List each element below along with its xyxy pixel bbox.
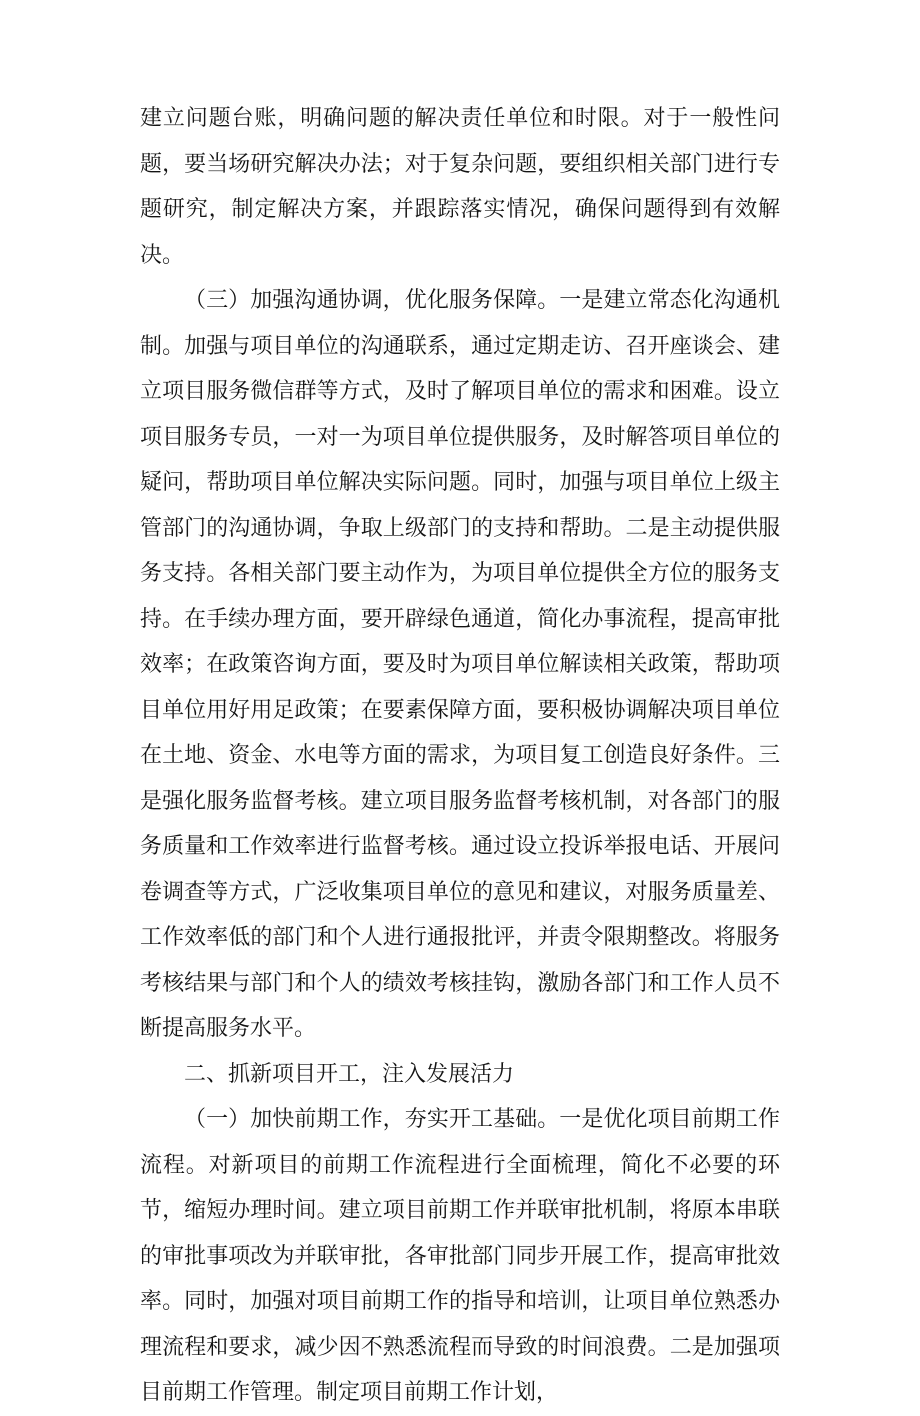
- body-paragraph-continuation: 建立问题台账，明确问题的解决责任单位和时限。对于一般性问题，要当场研究解决办法；对于复杂问题，要组织相关部门进行专题研究，制定解决方案，并跟踪落实情况，确保问题得到有效解决。: [140, 106, 780, 268]
- section-heading-new-projects: 二、抓新项目开工，注入发展活力: [184, 1061, 515, 1087]
- document-body: [140, 96, 780, 1416]
- body-paragraph-communication: （三）加强沟通协调，优化服务保障。一是建立常态化沟通机制。加强与项目单位的沟通联系，通过定期走访、召开座谈会、建立项目服务微信群等方式，及时了解项目单位的需求和困难。设立项目服务专员，一对一为项目单位提供服务，及时解答项目单位的疑问，帮助项目单位解决实际问题。同时，加强与项目单位上级主管部门的沟通协调，争取上级部门的支持和帮助。二是主动提供服务支持。各相关部门要主动作为，为项目单位提供全方位的服务支持。在手续办理方面，要开辟绿色通道，简化办事流程，提高审批效率；在政策咨询方面，要及时为项目单位解读相关政策，帮助项目单位用好用足政策；在要素保障方面，要积极协调解决项目单位在土地、资金、水电等方面的需求，为项目复工创造良好条件。三是强化服务监督考核。建立项目服务监督考核机制，对各部门的服务质量和工作效率进行监督考核。通过设立投诉举报电话、开展问卷调查等方式，广泛收集项目单位的意见和建议，对服务质量差、工作效率低的部门和个人进行通报批评，并责令限期整改。将服务考核结果与部门和个人的绩效考核挂钩，激励各部门和工作人员不断提高服务水平。: [140, 288, 780, 1041]
- body-paragraph-preliminary-work: （一）加快前期工作，夯实开工基础。一是优化项目前期工作流程。对新项目的前期工作流程进行全面梳理，简化不必要的环节，缩短办理时间。建立项目前期工作并联审批机制，将原本串联的审批事项改为并联审批，各审批部门同步开展工作，提高审批效率。同时，加强对项目前期工作的指导和培训，让项目单位熟悉办理流程和要求，减少因不熟悉流程而导致的时间浪费。二是加强项目前期工作管理。制定项目前期工作计划，: [140, 1107, 780, 1405]
